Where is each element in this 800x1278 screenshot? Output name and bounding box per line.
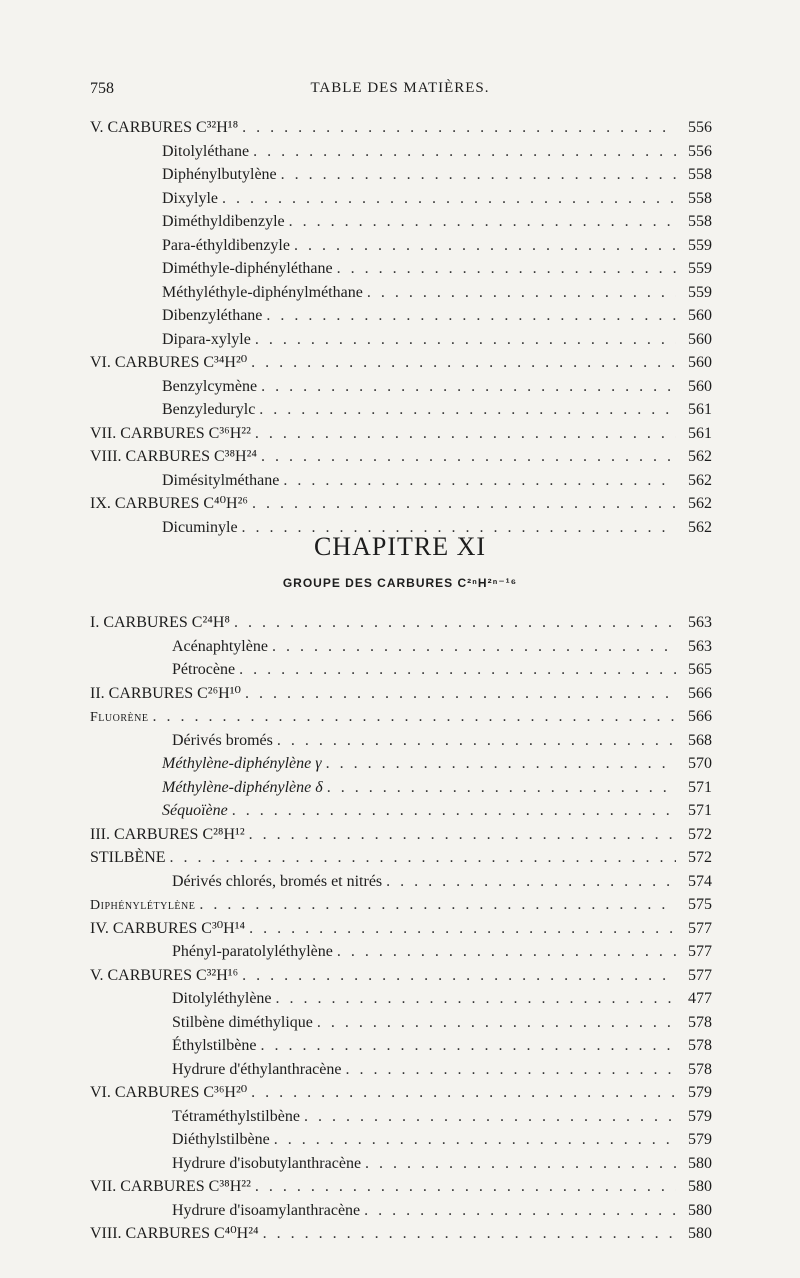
toc-entry: [90, 823, 712, 847]
toc-entry-page: 578: [688, 1060, 712, 1078]
toc-entry: [90, 1199, 712, 1223]
toc-entry: [90, 893, 712, 917]
dot-leader: [222, 187, 676, 211]
toc-entry-label: Fluorène: [90, 710, 149, 725]
toc-entry-label: Méthylène-diphénylène γ: [162, 755, 322, 772]
page-header: [90, 80, 710, 102]
toc-entry-page: 580: [688, 1178, 712, 1195]
toc-entry-page: 575: [688, 896, 712, 913]
toc-entry: [90, 210, 712, 234]
toc-entry-page: 556: [688, 119, 712, 136]
toc-entry: [90, 1058, 712, 1082]
dot-leader: [255, 422, 676, 446]
toc-entry-label: Séquoïène: [162, 802, 228, 819]
toc-entry: [90, 257, 712, 281]
toc-entry-page: 577: [688, 943, 712, 960]
toc-entry-label: VIII. CARBURES C³⁸H²⁴: [90, 448, 257, 465]
dot-leader: [259, 398, 676, 422]
toc-entry-page: 568: [688, 731, 712, 749]
toc-entry-page: 579: [688, 1084, 712, 1101]
toc-entry: [90, 1128, 712, 1152]
toc-entry: [90, 940, 712, 964]
toc-entry-label: Dixylyle: [162, 189, 218, 207]
toc-entry-page: 562: [688, 448, 712, 465]
dot-leader: [251, 351, 676, 375]
dot-leader: [253, 140, 676, 164]
dot-leader: [245, 682, 676, 706]
toc-entry-label: STILBÈNE: [90, 849, 166, 866]
toc-entry-label: Méthyléthyle-diphénylméthane: [162, 283, 363, 301]
chapter-subtitle: GROUPE DES CARBURES C²ⁿH²ⁿ⁻¹⁶: [282, 576, 518, 590]
toc-entry: [90, 328, 712, 352]
toc-entry-label: VI. CARBURES C³⁴H²⁰: [90, 354, 248, 371]
dot-leader: [242, 964, 676, 988]
toc-entry-page: 577: [688, 919, 712, 937]
dot-leader: [251, 1081, 676, 1105]
toc-entry-page: 572: [688, 825, 712, 843]
toc-entry: [90, 729, 712, 753]
toc-entry-label: Stilbène diméthylique: [172, 1013, 313, 1031]
toc-entry: [90, 445, 712, 469]
dot-leader: [364, 1199, 676, 1223]
toc-entry: [90, 658, 712, 682]
toc-entry-label: Méthylène-diphénylène δ: [162, 778, 323, 796]
toc-entry: [90, 776, 712, 800]
toc-entry-page: 580: [688, 1154, 712, 1172]
toc-entry-label: Para-éthyldibenzyle: [162, 236, 290, 254]
dot-leader: [317, 1011, 676, 1035]
toc-entry-page: 560: [688, 354, 712, 371]
toc-entry: [90, 1152, 712, 1176]
dot-leader: [170, 846, 676, 870]
toc-entry-page: 565: [688, 661, 712, 678]
toc-entry-page: 477: [688, 990, 712, 1007]
toc-entry: [90, 1081, 712, 1105]
toc-entry: [90, 1034, 712, 1058]
dot-leader: [239, 658, 676, 682]
dot-leader: [367, 281, 676, 305]
toc-entry: [90, 469, 712, 493]
toc-entry-label: Benzyledurylc: [162, 401, 256, 418]
dot-leader: [386, 870, 676, 894]
toc-entry-label: V. CARBURES C³²H¹⁶: [90, 966, 239, 984]
toc-entry: [90, 682, 712, 706]
dot-leader: [255, 328, 676, 352]
toc-entry-label: III. CARBURES C²⁸H¹²: [90, 825, 245, 843]
toc-entry-label: Benzylcymène: [162, 377, 258, 395]
dot-leader: [365, 1152, 676, 1176]
toc-entry: [90, 351, 712, 375]
dot-leader: [234, 611, 676, 635]
toc-entry-label: Ditolyléthane: [162, 142, 250, 160]
dot-leader: [232, 799, 676, 823]
toc-entry-label: Hydrure d'isoamylanthracène: [172, 1201, 361, 1219]
toc-entry-page: 556: [688, 142, 712, 160]
toc-entry-label: Éthylstilbène: [172, 1037, 257, 1054]
toc-entry-page: 563: [688, 637, 712, 655]
toc-entry-label: VIII. CARBURES C⁴⁰H²⁴: [90, 1225, 259, 1242]
dot-leader: [304, 1105, 676, 1129]
dot-leader: [294, 234, 676, 258]
toc-entry: [90, 281, 712, 305]
dot-leader: [252, 492, 676, 516]
toc-entry: [90, 163, 712, 187]
dot-leader: [199, 893, 676, 917]
dot-leader: [152, 705, 676, 729]
toc-entry-label: Pétrocène: [172, 661, 236, 678]
dot-leader: [249, 823, 676, 847]
toc-entry-page: 571: [688, 778, 712, 796]
toc-entry-label: V. CARBURES C³²H¹⁸: [90, 119, 239, 136]
toc-entry: [90, 398, 712, 422]
toc-entry-label: Hydrure d'isobutylanthracène: [172, 1154, 362, 1172]
toc-entry-page: 579: [688, 1107, 712, 1125]
dot-leader: [337, 940, 676, 964]
toc-entry-label: Diphénylbutylène: [162, 166, 277, 183]
dot-leader: [337, 257, 676, 281]
toc-entry: [90, 140, 712, 164]
dot-leader: [261, 375, 676, 399]
dot-leader: [260, 1034, 676, 1058]
dot-leader: [242, 116, 676, 140]
toc-entry-label: IX. CARBURES C⁴⁰H²⁶: [90, 495, 248, 512]
toc-entry: [90, 234, 712, 258]
toc-entry: [90, 1175, 712, 1199]
page-number: 758: [90, 80, 114, 97]
toc-entry-page: 561: [688, 424, 712, 442]
dot-leader: [289, 210, 676, 234]
toc-entry-label: Diméthyldibenzyle: [162, 213, 285, 230]
toc-entry-page: 560: [688, 377, 712, 395]
toc-entry-page: 562: [688, 518, 712, 536]
toc-entry-page: 570: [688, 755, 712, 772]
toc-entry: [90, 705, 712, 729]
toc-entry-label: Ditolyléthylène: [172, 990, 272, 1007]
dot-leader: [272, 635, 676, 659]
toc-entry: [90, 116, 712, 140]
chapter-title: CHAPITRE XI: [313, 532, 487, 561]
toc-entry-page: 566: [688, 708, 712, 725]
toc-entry: [90, 846, 712, 870]
toc-entry-label: Diphénylétylène: [90, 898, 196, 913]
toc-entry: [90, 1011, 712, 1035]
dot-leader: [274, 1128, 676, 1152]
toc-entry-page: 559: [688, 260, 712, 277]
toc-entry-page: 566: [688, 684, 712, 702]
toc-entry-label: I. CARBURES C²⁴H⁸: [90, 614, 230, 631]
toc-entry-page: 559: [688, 283, 712, 301]
toc-entry-page: 559: [688, 236, 712, 254]
running-head: TABLE DES MATIÈRES.: [310, 80, 490, 96]
toc-entry: [90, 917, 712, 941]
toc-entry-label: VII. CARBURES C³⁶H²²: [90, 424, 251, 442]
dot-leader: [283, 469, 676, 493]
toc-entry: [90, 1222, 712, 1246]
toc-entry: [90, 987, 712, 1011]
toc-entry: [90, 635, 712, 659]
toc-entry: [90, 799, 712, 823]
dot-leader: [263, 1222, 676, 1246]
toc-entry-page: 560: [688, 307, 712, 324]
toc-entry-page: 572: [688, 849, 712, 866]
toc-entry-page: 562: [688, 471, 712, 489]
toc-entry-label: Diéthylstilbène: [172, 1131, 270, 1148]
toc-entry-page: 578: [688, 1037, 712, 1054]
dot-leader: [327, 776, 676, 800]
toc-entry: [90, 375, 712, 399]
toc-entry-page: 558: [688, 166, 712, 183]
toc-entry-page: 577: [688, 966, 712, 984]
toc-entry-label: II. CARBURES C²⁶H¹⁰: [90, 684, 241, 702]
toc-entry-page: 571: [688, 802, 712, 819]
toc-entry-label: Tétraméthylstilbène: [172, 1107, 300, 1125]
toc-list-top: [90, 116, 712, 539]
toc-entry-page: 580: [688, 1225, 712, 1242]
toc-entry-label: Dimésitylméthane: [162, 471, 280, 489]
toc-entry-page: 561: [688, 401, 712, 418]
dot-leader: [345, 1058, 676, 1082]
toc-entry-page: 560: [688, 330, 712, 348]
toc-entry-label: Hydrure d'éthylanthracène: [172, 1060, 342, 1078]
dot-leader: [249, 917, 676, 941]
toc-entry-label: Dipara-xylyle: [162, 330, 251, 348]
toc-entry-page: 579: [688, 1131, 712, 1148]
toc-entry: [90, 752, 712, 776]
toc-entry-label: Phényl-paratolyléthylène: [172, 943, 333, 960]
toc-entry: [90, 1105, 712, 1129]
dot-leader: [281, 163, 676, 187]
toc-entry-page: 574: [688, 872, 712, 890]
toc-entry-page: 562: [688, 495, 712, 512]
toc-entry-label: Dérivés chlorés, bromés et nitrés: [172, 872, 383, 890]
toc-entry: [90, 611, 712, 635]
dot-leader: [255, 1175, 676, 1199]
toc-entry-label: VI. CARBURES C³⁶H²⁰: [90, 1084, 248, 1101]
toc-entry-label: Acénaphtylène: [172, 637, 268, 655]
toc-entry-label: Dérivés bromés: [172, 731, 273, 749]
toc-entry-label: Diméthyle-diphényléthane: [162, 260, 333, 277]
toc-entry-label: VII. CARBURES C³⁸H²²: [90, 1178, 251, 1195]
toc-entry-label: IV. CARBURES C³⁰H¹⁴: [90, 919, 246, 937]
toc-list-bottom: [90, 611, 712, 1246]
dot-leader: [326, 752, 676, 776]
dot-leader: [261, 445, 676, 469]
toc-entry: [90, 492, 712, 516]
toc-entry: [90, 964, 712, 988]
toc-entry-page: 578: [688, 1013, 712, 1031]
toc-entry-page: 558: [688, 189, 712, 207]
toc-entry-label: Dicuminyle: [162, 518, 238, 536]
toc-entry: [90, 870, 712, 894]
dot-leader: [276, 987, 676, 1011]
toc-entry-page: 563: [688, 614, 712, 631]
toc-entry: [90, 187, 712, 211]
dot-leader: [277, 729, 676, 753]
toc-entry-page: 558: [688, 213, 712, 230]
toc-entry-page: 580: [688, 1201, 712, 1219]
toc-entry: [90, 422, 712, 446]
toc-entry: [90, 304, 712, 328]
toc-entry-label: Dibenzyléthane: [162, 307, 263, 324]
dot-leader: [266, 304, 676, 328]
